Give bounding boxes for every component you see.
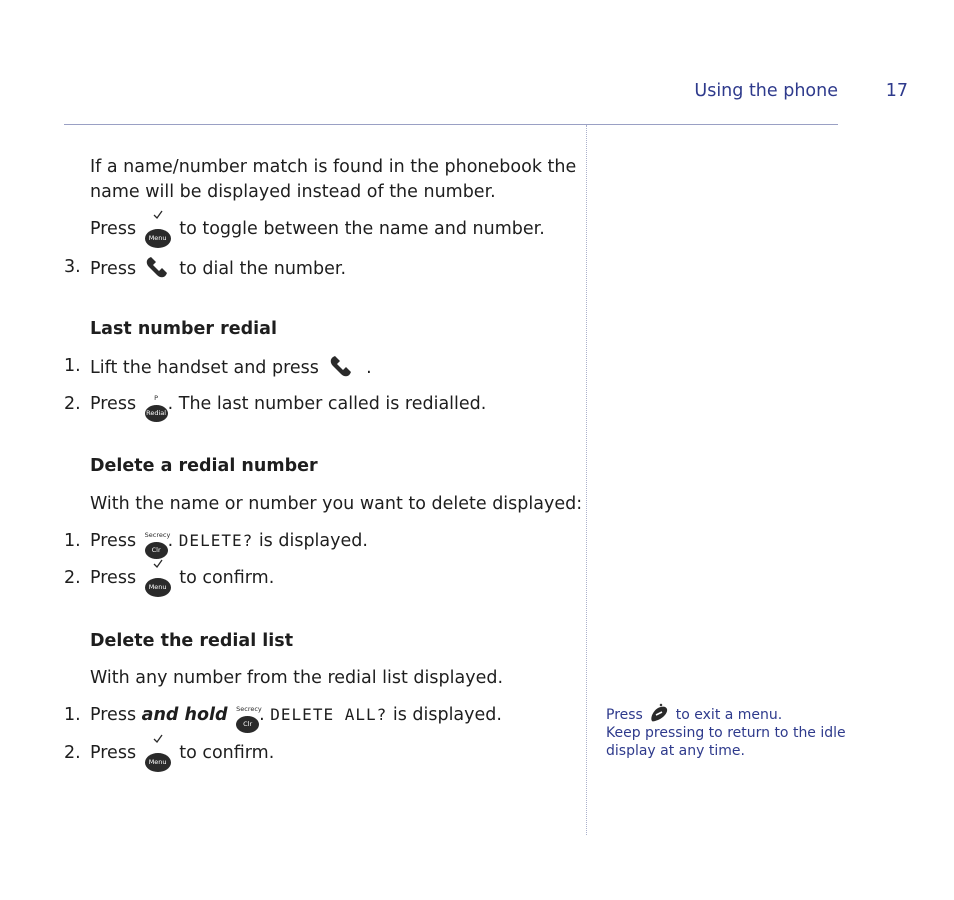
drl-step1-mid: .	[259, 705, 265, 725]
lcd-delete-text: DELETE?	[178, 531, 254, 550]
toggle-post: to toggle between the name and number.	[179, 219, 545, 239]
page-number: 17	[885, 81, 908, 101]
column-divider	[586, 125, 587, 835]
heading-delete-redial-number: Delete a redial number	[90, 456, 318, 476]
intro-line-1: If a name/number match is found in the phonebook the	[90, 157, 577, 177]
drn-step2-number: 2.	[64, 568, 81, 588]
tick-icon	[153, 559, 163, 569]
clr-button-label: Clr	[145, 542, 168, 559]
step3-instruction	[90, 255, 346, 281]
lnr-step2-number: 2.	[64, 394, 81, 414]
drl-step2-number: 2.	[64, 743, 81, 763]
clr-secrecy-button-icon	[144, 531, 171, 559]
menu-button-label: Menu	[145, 753, 171, 772]
drn-step1-post: is displayed.	[258, 531, 368, 551]
lnr-step1-post: .	[366, 358, 372, 378]
talk-handset-icon	[327, 354, 357, 378]
end-call-button-icon	[649, 703, 669, 723]
secrecy-cap-label: Secrecy	[236, 705, 262, 713]
lcd-delete-all-text: DELETE ALL?	[270, 705, 388, 724]
sidebar-note	[606, 703, 846, 760]
tick-icon	[153, 210, 163, 220]
intro-line-2: name will be displayed instead of the number.	[90, 182, 496, 202]
note-post: to exit a menu.	[675, 707, 783, 723]
drn-step1-pre: Press	[90, 531, 137, 551]
menu-button-label: Menu	[145, 578, 171, 597]
note-pre: Press	[606, 707, 643, 723]
toggle-pre: Press	[90, 219, 137, 239]
talk-handset-icon	[145, 255, 171, 279]
drl-step2	[90, 741, 274, 772]
clr-secrecy-button-icon	[236, 705, 262, 733]
toggle-instruction	[90, 217, 545, 248]
step3-pre: Press	[90, 259, 137, 279]
drn-step2-post: to confirm.	[179, 568, 275, 588]
tick-icon	[153, 734, 163, 744]
lnr-step1-pre: Lift the handset and press	[90, 358, 319, 378]
menu-button-icon	[145, 747, 171, 772]
drn-step2-pre: Press	[90, 568, 137, 588]
drl-step1-post: is displayed.	[392, 705, 502, 725]
lnr-step2	[90, 392, 486, 422]
drl-step2-pre: Press	[90, 743, 137, 763]
drl-step2-post: to confirm.	[179, 743, 275, 763]
drn-step1-mid: .	[167, 531, 174, 551]
redial-cap-label: P	[154, 394, 159, 402]
note-line-2: Keep pressing to return to the idle	[606, 725, 846, 741]
drn-step2	[90, 566, 274, 597]
drl-step1-number: 1.	[64, 705, 81, 725]
menu-button-label: Menu	[145, 229, 171, 248]
drn-step1	[90, 529, 368, 559]
lnr-step2-pre: Press	[90, 394, 137, 414]
redial-button-label: Redial	[145, 405, 168, 422]
heading-last-number-redial: Last number redial	[90, 319, 277, 339]
secrecy-cap-label: Secrecy	[144, 531, 171, 539]
note-line-3: display at any time.	[606, 743, 745, 759]
lnr-step2-post: . The last number called is redialled.	[167, 394, 487, 414]
menu-button-icon	[145, 572, 171, 597]
drn-intro: With the name or number you want to delete displayed:	[90, 494, 583, 514]
step3-post: to dial the number.	[179, 259, 347, 279]
drn-step1-number: 1.	[64, 531, 81, 551]
lnr-step1	[90, 354, 372, 380]
header-rule	[64, 124, 838, 125]
redial-button-icon	[145, 394, 168, 422]
heading-delete-redial-list: Delete the redial list	[90, 631, 294, 651]
menu-button-icon	[145, 223, 171, 248]
clr-button-label: Clr	[236, 716, 259, 733]
step3-number: 3.	[64, 257, 81, 277]
drl-intro: With any number from the redial list displayed.	[90, 668, 504, 688]
drl-step1-bold: and hold	[141, 705, 228, 725]
header-title: Using the phone	[694, 81, 838, 101]
lnr-step1-number: 1.	[64, 356, 81, 376]
drl-step1-pre: Press	[90, 705, 137, 725]
drl-step1	[90, 703, 502, 733]
